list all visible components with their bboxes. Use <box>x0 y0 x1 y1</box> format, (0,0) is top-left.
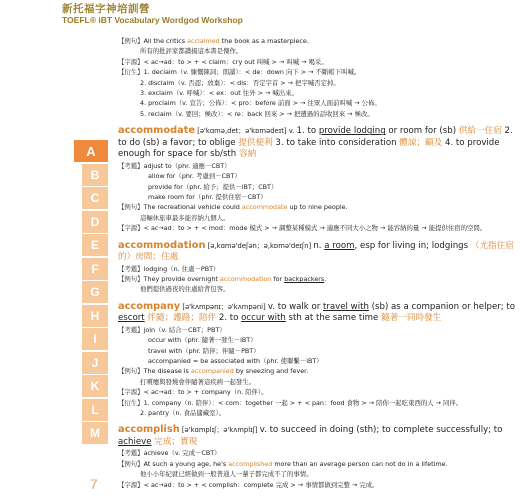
index-tab-k[interactable]: K <box>82 375 108 397</box>
entry-accompany <box>118 301 516 419</box>
index-tab-f[interactable]: F <box>82 258 108 280</box>
example-line: 【例句】At such a young age, he's accomplished more than an average person can not do in a lifetime. <box>118 459 448 468</box>
index-tab-j[interactable]: J <box>82 352 108 374</box>
headword: accomplish <box>118 424 180 436</box>
example-translation: 這輛休旅車最多能容納九個人。 <box>140 213 230 222</box>
page-header <box>62 3 243 26</box>
index-tab-l[interactable]: L <box>82 399 108 421</box>
derivative-line: 【衍生】1. declaim（v. 慷慨陳詞；朗讀）：< de：down 向下 > → 不斷帳下叫喊。 <box>118 68 361 77</box>
page-number: 7 <box>90 476 98 492</box>
test-line: 【考鑑】adjust to（phr. 適應－CBT） <box>118 161 231 170</box>
example-line: 【例句】The recreational vehicle could accommodate up to nine people. <box>118 203 348 212</box>
example-line: 【例句】All the critics acclaimed the book as a masterpiece. <box>118 37 309 45</box>
index-tab-i[interactable]: I <box>82 328 108 350</box>
index-tab-g[interactable]: G <box>82 281 108 303</box>
index-tab-m[interactable]: M <box>82 422 108 444</box>
example-translation: 他小小年紀就已經做到一般普通人一輩子都完成不了的事情。 <box>140 470 313 479</box>
index-tab-a[interactable]: A <box>74 140 108 162</box>
index-tab-h[interactable]: H <box>82 305 108 327</box>
test-line: travel with（phr. 陪伴；伴隨－PBT） <box>148 346 260 355</box>
header-title-cn: 新托福字神培訓營 <box>62 3 150 15</box>
headword: accompany <box>118 300 181 312</box>
example-translation: 他們提供過夜的住處給背包客。 <box>140 285 230 294</box>
entry-headline: accomplish [ə'kɑmplɪʃ；ə'kʌmplɪʃ] v. to succeed in doing (sth); to complete successfully; to achieve 完成；實現 <box>118 424 503 447</box>
test-line: occur with（phr. 隨著一發生－iBT） <box>148 336 257 345</box>
root-line: 【字源】< ac→ad：to > + < mod：mode 模式 > → 調整某種模式 → 適應不同大小之物 → 能容納的量 → 能提供住宿的空間。 <box>118 224 487 233</box>
test-line: allow for（phr. 考慮到－CBT） <box>148 172 241 181</box>
root-line: 【字源】< ac→ad：to > + company（n. 陪伴）。 <box>118 388 268 397</box>
alphabet-index <box>82 140 108 446</box>
example-translation: 所有的批評家都讚揚這本書是傑作。 <box>140 47 243 56</box>
root-line: 【字源】< ac→ad：to > + < claim：cry out 叫喊 > → 叫喊 → 喝采。 <box>118 57 328 66</box>
derivative-line: 2. pantry（n. 食品儲藏室）。 <box>140 409 226 418</box>
entry-headline: accommodate [ə'kɑmə‚det；ə'kɒmədeɪt] v. 1. to provide lodging or room for (sb) 供給一住宿 2. to do (sb) a favor; to oblige 提供便利 3. to take into consideration 體諒；顧及 4. to provide enough for space for sb/sth 容納 <box>118 125 513 160</box>
example-line: 【例句】The disease is accompanied by sneezing and fever. <box>118 367 309 376</box>
header-title-en: TOEFL® iBT Vocabulary Wordgod Workshop <box>62 15 243 25</box>
derivative-line: 【衍生】1. company（n. 陪伴）：< com：together 一起 > + < pan：food 食物 > → 陪你一起吃東西的人 → 同伴。 <box>118 398 463 407</box>
test-line: 【考鑑】lodging（n. 住處－PBT） <box>118 264 220 273</box>
test-line: provide for（phr. 給予；提供－iBT；CBT） <box>148 182 278 191</box>
index-tab-b[interactable]: B <box>82 164 108 186</box>
test-line: 【考鑑】join（v. 結合－CBT；PBT） <box>118 325 226 334</box>
index-tab-c[interactable]: C <box>82 187 108 209</box>
derivative-line: 5. reclaim（v. 要回；極改）：< re：back 回來 > → 把遺過的話收回來 → 極改。 <box>140 109 374 118</box>
index-tab-e[interactable]: E <box>82 234 108 256</box>
test-line: 【考鑑】achieve（v. 完成－CBT） <box>118 449 221 458</box>
root-line: 【字源】< ac→ad：to > + < complish：complete 完成 > → 事情都做到完整 → 完成。 <box>118 480 379 489</box>
entry-accomplish <box>118 424 516 490</box>
example-line: 【例句】They provide overnight accommodation for backpackers. <box>118 275 327 283</box>
dictionary-content <box>118 36 516 490</box>
test-line: accompanied = be associated with（phr. 使聯繫－iBT） <box>148 357 323 366</box>
example-translation: 打噴嚏與發燒會伴隨著這疾病一起發生。 <box>140 377 256 386</box>
headword: accommodate <box>118 125 196 137</box>
derivative-line: 4. proclaim（v. 宣告；公佈）：< pro：before 前面 > → 往眾人面前叫喊 → 公佈。 <box>140 99 381 108</box>
entry-headline: accommodation [ə‚kɑmə'deʃən；ə‚kɒmə'deɪʃn] n. a room, esp for living in; lodgings （尤指住宿的）房間；住處 <box>118 239 514 263</box>
index-tab-d[interactable]: D <box>82 211 108 233</box>
headword: accommodation <box>118 239 206 251</box>
entry-headline: accompany [ə'kʌmpənɪ；ə'kʌmpəni] v. to walk or travel with (sb) as a companion or helper; to escort 伴隨；護路；陪伴 2. to occur with sth at the same time 隨著一同時發生 <box>118 300 516 324</box>
entry-accommodate <box>118 125 516 233</box>
derivative-line: 3. exclaim（v. 呼喊）：< ex：out 往外 > → 喊出來。 <box>140 89 298 98</box>
derivative-line: 2. disclaim（v. 否認；放棄）：< dis：否定字首 > → 把字喊否定掉。 <box>140 78 340 87</box>
test-line: make room for（phr. 提供住宿－CBT） <box>148 192 267 201</box>
entry-accommodation <box>118 240 516 295</box>
acclaim-block <box>118 36 516 119</box>
